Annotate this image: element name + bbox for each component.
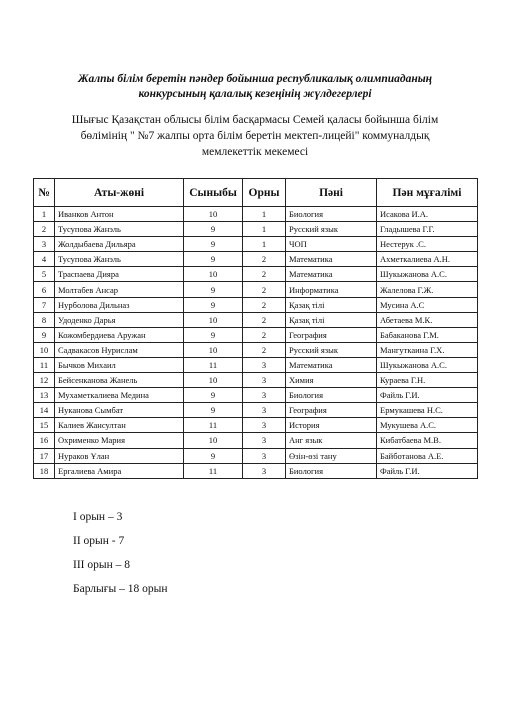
table-row — [34, 418, 478, 433]
cell-place: 3 — [243, 357, 286, 372]
document-subtitle — [50, 112, 460, 160]
cell-subject: Математика — [286, 252, 377, 267]
cell-class: 10 — [184, 207, 243, 222]
cell-subject: Биология — [286, 388, 377, 403]
cell-subject: История — [286, 418, 377, 433]
cell-number: 7 — [34, 297, 55, 312]
table-row — [34, 237, 478, 252]
cell-place: 2 — [243, 297, 286, 312]
cell-subject: Биология — [286, 207, 377, 222]
table-row — [34, 267, 478, 282]
cell-name: Траспаева Дияра — [55, 267, 184, 282]
cell-number: 5 — [34, 267, 55, 282]
cell-place: 1 — [243, 222, 286, 237]
cell-place: 3 — [243, 448, 286, 463]
cell-teacher: Файль Г.И. — [377, 388, 478, 403]
cell-name: Тусупова Жанэль — [55, 252, 184, 267]
cell-place: 3 — [243, 463, 286, 478]
cell-place: 2 — [243, 282, 286, 297]
header-place: Орны — [243, 179, 286, 207]
cell-place: 2 — [243, 342, 286, 357]
cell-class: 9 — [184, 222, 243, 237]
cell-number: 6 — [34, 282, 55, 297]
cell-teacher: Мусина А.С — [377, 297, 478, 312]
cell-number: 9 — [34, 327, 55, 342]
cell-number: 10 — [34, 342, 55, 357]
cell-subject: Қазақ тілі — [286, 312, 377, 327]
table-row — [34, 463, 478, 478]
cell-class: 10 — [184, 312, 243, 327]
cell-name: Молтабев Ансар — [55, 282, 184, 297]
table-row — [34, 373, 478, 388]
cell-teacher: Абетаева М.К. — [377, 312, 478, 327]
cell-teacher: Байботанова А.Е. — [377, 448, 478, 463]
cell-class: 9 — [184, 403, 243, 418]
cell-subject: Информатика — [286, 282, 377, 297]
cell-subject: Өзін-өзі тану — [286, 448, 377, 463]
cell-teacher: Шукыжанова А.С. — [377, 267, 478, 282]
table-row — [34, 207, 478, 222]
table-body — [34, 207, 478, 479]
header-teacher: Пән мұғалімі — [377, 179, 478, 207]
cell-class: 9 — [184, 282, 243, 297]
subtitle-line-2: бөлімінің " №7 жалпы орта білім беретін мектеп-лицейі" коммуналдық — [80, 130, 430, 142]
cell-teacher: Кураева Г.Н. — [377, 373, 478, 388]
subtitle-line-1: Шығыс Қазақстан облысы білім басқармасы Семей қаласы бойынша білім — [71, 114, 439, 126]
summary-total: Барлығы – 18 орын — [73, 583, 168, 595]
table-row — [34, 403, 478, 418]
summary-third-place: III орын – 8 — [73, 559, 130, 571]
cell-class: 9 — [184, 297, 243, 312]
header-number: № — [34, 179, 55, 207]
table-row — [34, 357, 478, 372]
cell-name: Ергалиева Амира — [55, 463, 184, 478]
cell-number: 14 — [34, 403, 55, 418]
cell-teacher: Файль Г.И. — [377, 463, 478, 478]
cell-number: 17 — [34, 448, 55, 463]
cell-teacher: Шукыжанова А.С. — [377, 357, 478, 372]
summary-first-place: I орын – 3 — [73, 511, 123, 523]
cell-number: 11 — [34, 357, 55, 372]
cell-place: 1 — [243, 237, 286, 252]
header-subject: Пәні — [286, 179, 377, 207]
table-row — [34, 388, 478, 403]
table-row — [34, 327, 478, 342]
cell-number: 16 — [34, 433, 55, 448]
cell-name: Бычков Михаил — [55, 357, 184, 372]
cell-teacher: Жалелова Г.Ж. — [377, 282, 478, 297]
header-name: Аты-жөні — [55, 179, 184, 207]
cell-name: Нуканова Сымбат — [55, 403, 184, 418]
cell-number: 12 — [34, 373, 55, 388]
cell-name: Бейсенканова Жанель — [55, 373, 184, 388]
cell-number: 1 — [34, 207, 55, 222]
cell-name: Жолдыбаева Дильяра — [55, 237, 184, 252]
cell-teacher: Бабаканова Г.М. — [377, 327, 478, 342]
cell-subject: География — [286, 327, 377, 342]
cell-subject: Математика — [286, 267, 377, 282]
winners-table — [33, 178, 478, 479]
cell-class: 11 — [184, 357, 243, 372]
table-row — [34, 282, 478, 297]
title-line-1: Жалпы білім беретін пәндер бойынша республикалық олимпиаданың — [77, 73, 433, 85]
cell-teacher: Нестерук .С. — [377, 237, 478, 252]
cell-place: 2 — [243, 327, 286, 342]
cell-class: 10 — [184, 373, 243, 388]
cell-subject: Анг язык — [286, 433, 377, 448]
cell-number: 3 — [34, 237, 55, 252]
cell-name: Охрименко Мария — [55, 433, 184, 448]
cell-number: 13 — [34, 388, 55, 403]
cell-number: 18 — [34, 463, 55, 478]
cell-class: 10 — [184, 267, 243, 282]
cell-teacher: Гладышева Г.Г. — [377, 222, 478, 237]
cell-number: 15 — [34, 418, 55, 433]
cell-place: 2 — [243, 252, 286, 267]
cell-teacher: Исакова И.А. — [377, 207, 478, 222]
cell-teacher: Мангуткаина Г.Х. — [377, 342, 478, 357]
cell-class: 11 — [184, 463, 243, 478]
cell-name: Калиев Жансултан — [55, 418, 184, 433]
cell-class: 10 — [184, 342, 243, 357]
table-row — [34, 297, 478, 312]
cell-class: 11 — [184, 418, 243, 433]
cell-place: 3 — [243, 388, 286, 403]
cell-name: Садвакасов Нурислам — [55, 342, 184, 357]
cell-place: 2 — [243, 312, 286, 327]
table-row — [34, 252, 478, 267]
cell-subject: ЧОП — [286, 237, 377, 252]
cell-subject: Математика — [286, 357, 377, 372]
cell-place: 3 — [243, 373, 286, 388]
cell-name: Нурболова Дильназ — [55, 297, 184, 312]
table-row — [34, 222, 478, 237]
cell-place: 2 — [243, 267, 286, 282]
table-row — [34, 448, 478, 463]
cell-place: 3 — [243, 418, 286, 433]
header-class: Сыныбы — [184, 179, 243, 207]
cell-teacher: Кибатбаева М.В. — [377, 433, 478, 448]
cell-number: 4 — [34, 252, 55, 267]
cell-subject: Биология — [286, 463, 377, 478]
cell-class: 9 — [184, 388, 243, 403]
cell-subject: Русский язык — [286, 222, 377, 237]
cell-name: Удоденко Дарья — [55, 312, 184, 327]
table-row — [34, 433, 478, 448]
cell-name: Мухаметкалиева Медина — [55, 388, 184, 403]
cell-place: 3 — [243, 433, 286, 448]
cell-name: Тусупова Жанэль — [55, 222, 184, 237]
cell-name: Кожомбердиева Аружан — [55, 327, 184, 342]
cell-class: 10 — [184, 433, 243, 448]
cell-number: 8 — [34, 312, 55, 327]
cell-subject: География — [286, 403, 377, 418]
cell-name: Нураков Ұлан — [55, 448, 184, 463]
cell-name: Иванков Антон — [55, 207, 184, 222]
cell-teacher: Ахметкалиева А.Н. — [377, 252, 478, 267]
cell-place: 3 — [243, 403, 286, 418]
cell-teacher: Ермукашева Н.С. — [377, 403, 478, 418]
subtitle-line-3: мемлекеттік мекемесі — [201, 146, 309, 158]
cell-teacher: Мукушева А.С. — [377, 418, 478, 433]
cell-class: 9 — [184, 237, 243, 252]
cell-number: 2 — [34, 222, 55, 237]
table-header-row — [34, 179, 478, 207]
document-title — [40, 72, 470, 102]
cell-place: 1 — [243, 207, 286, 222]
cell-subject: Химия — [286, 373, 377, 388]
cell-subject: Русский язык — [286, 342, 377, 357]
cell-subject: Қазақ тілі — [286, 297, 377, 312]
title-line-2: конкурсының қалалық кезеңінің жүлдегерлері — [138, 88, 372, 100]
table-row — [34, 342, 478, 357]
cell-class: 9 — [184, 448, 243, 463]
cell-class: 9 — [184, 327, 243, 342]
summary-second-place: II орын - 7 — [73, 535, 125, 547]
cell-class: 9 — [184, 252, 243, 267]
table-row — [34, 312, 478, 327]
